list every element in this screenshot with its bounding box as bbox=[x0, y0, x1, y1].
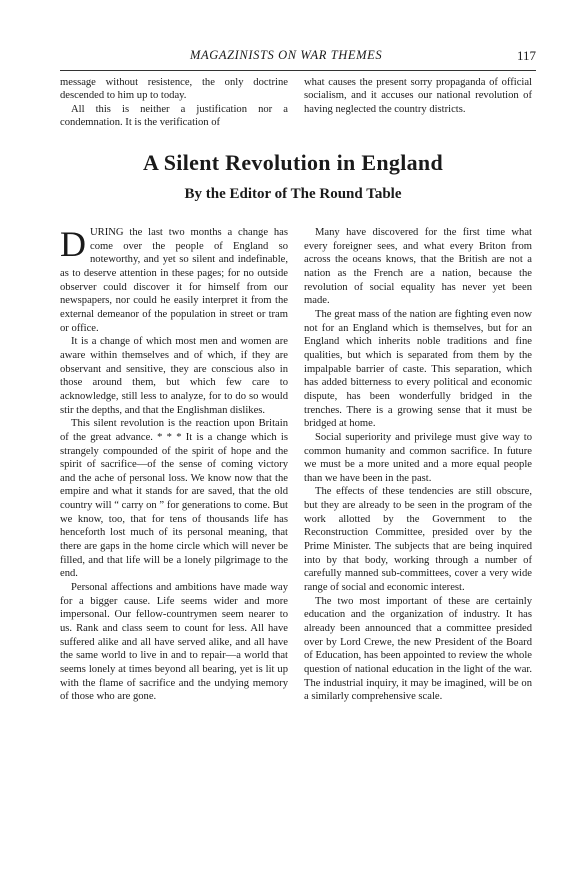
paragraph: Many have discovered for the first time what every foreigner sees, and what every Briton from across the oceans knows, that the British are not a nation as the French are a nation, because the revolution of social equality has never yet been made. bbox=[304, 227, 532, 307]
paragraph: Personal affections and ambitions have made way for a bigger cause. Life seems wider and more impersonal. Our fellow-countrymen seem nearer to us. Rank and class seem to count for less. All have suffered alike and all have served alike, and all have the same world to live in and to repair—a world that seems lonely at times beyond all bearing, yet is lit up with the flame of sacrifice and the undying memory of those who are gone. bbox=[60, 582, 288, 703]
paragraph: The great mass of the nation are fighting even now not for an England which is themselves, but for an England which inherits noble traditions and fine qualities, but which is separated from them by the impalpable barrier of caste. This separation, which has added bitterness to every political and economic dispute, has been wonderfully bridged in the trenches. There is a growing sense that it must be bridged at home. bbox=[304, 308, 532, 430]
paragraph bbox=[60, 226, 288, 335]
paragraph: It is a change of which most men and women are aware within themselves and of which, if they are observant and sensitive, they are conscious also in those around them, but which few care to acknowledge, still less to analyze, for to do so would stir the depths, and that the Englishman dislikes. bbox=[60, 336, 288, 416]
header-rule bbox=[60, 70, 536, 71]
drop-cap: D bbox=[60, 224, 86, 264]
running-header bbox=[60, 48, 536, 66]
previous-article-right-column bbox=[304, 76, 532, 116]
page-number: 117 bbox=[516, 48, 536, 63]
paragraph: This silent revolution is the reaction upon Britain of the great advance. * * * It is a change which is strangely compounded of the spirit of hope and the spirit of sacrifice—of the sense of coming victory and the ache of personal loss. We know now that the empire and what it stands for are saved, that the old country will “ carry on ” for generations to come. But we know, too, that for tens of thousands life has henceforth lost much of its personal meaning, that there are gaps in the home circle which will never be filled, and that life will be a lonely pilgrimage to the end. bbox=[60, 418, 288, 580]
article-right-column bbox=[304, 226, 532, 704]
paragraph-text: URING the last two months a change has come over the people of England so noteworthy, and yet so silent and indefinable, as to deserve attention in these pages; for no outside observer could discover it for himself from our newspapers, nor could he easily interpret it from the external demeanor of the population in street or tram or office. bbox=[60, 227, 288, 334]
previous-article-left-column bbox=[60, 76, 288, 130]
article-title: A Silent Revolution in England bbox=[143, 150, 443, 175]
article-left-column bbox=[60, 226, 288, 704]
paragraph: All this is neither a justification nor a condemnation. It is the verification of bbox=[60, 103, 288, 129]
paragraph: The effects of these tendencies are still obscure, but they are already to be seen in the program of the work allotted by the Government to the Reconstruction Committee, presided over by the Prime Minister. The subjects that are being inquired into by that body, working through a number of carefully manned sub-committees, cover a very wide range of social and economic interest. bbox=[304, 486, 532, 594]
paragraph: The two most important of these are certainly education and the organization of industry. It has already been announced that a committee presided over by Lord Crewe, the new President of the Board of Education, has been appointed to review the whole question of national education in the light of the war. The industrial inquiry, it may be imagined, will be on a similarly comprehensive scale. bbox=[304, 595, 532, 703]
paragraph: what causes the present sorry propaganda of official socialism, and it accuses our national revolution of having neglected the country districts. bbox=[304, 77, 532, 115]
paragraph: Social superiority and privilege must give way to common humanity and common sacrifice. In future we must be a more united and a more equal people than we have been in the past. bbox=[304, 431, 532, 484]
article-byline: By the Editor of The Round Table bbox=[184, 186, 402, 202]
paragraph: message without resistence, the only doctrine descended to him up to today. bbox=[60, 77, 288, 102]
running-title: MAGAZINISTS ON WAR THEMES bbox=[190, 48, 383, 62]
